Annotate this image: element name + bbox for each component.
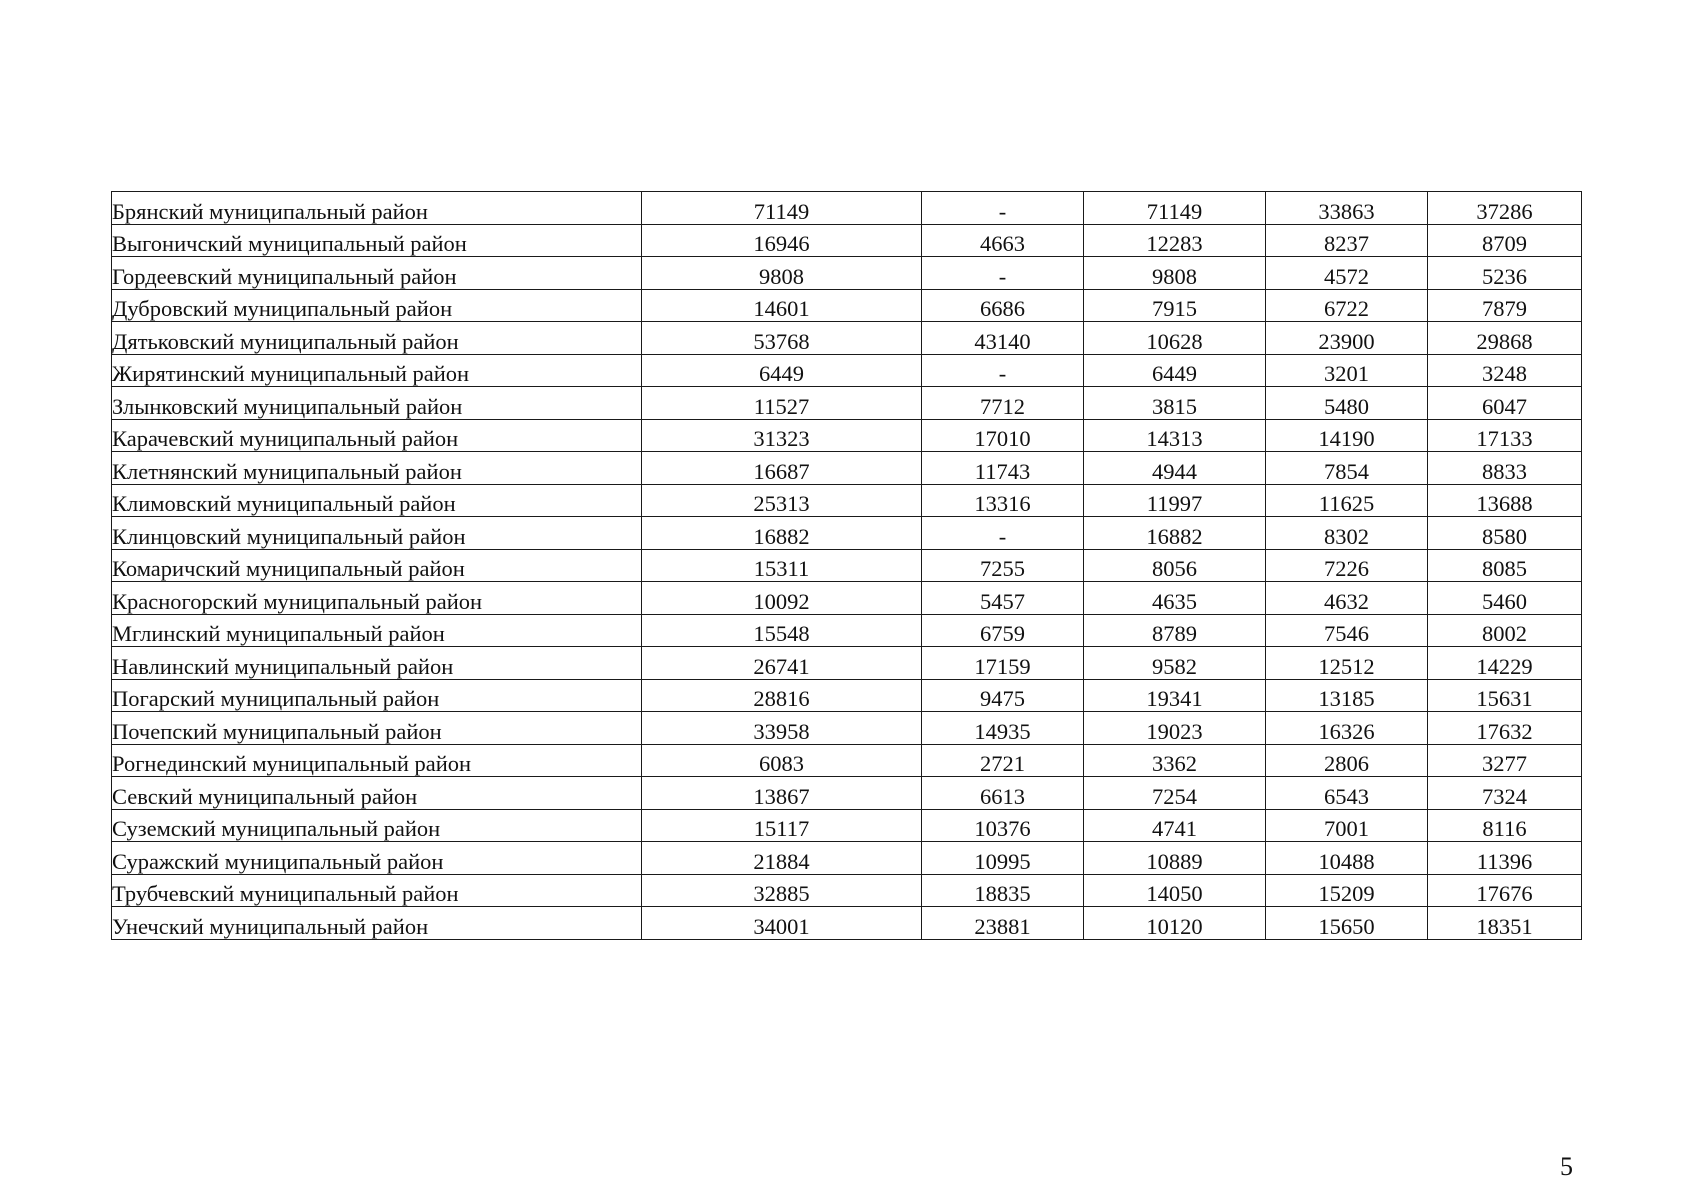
value-cell-col-2: - [922, 257, 1084, 290]
value-cell-col-3: 3815 [1084, 387, 1266, 420]
value-cell-col-1: 16946 [642, 224, 922, 257]
table-row [112, 549, 1582, 582]
table-row [112, 582, 1582, 615]
value-cell-col-3: 10628 [1084, 322, 1266, 355]
table-row [112, 354, 1582, 387]
value-cell-col-5: 11396 [1428, 842, 1582, 875]
value-cell-col-4: 12512 [1266, 647, 1428, 680]
value-cell-col-1: 16882 [642, 517, 922, 550]
value-cell-col-3: 4635 [1084, 582, 1266, 615]
table-body [112, 192, 1582, 940]
value-cell-col-1: 53768 [642, 322, 922, 355]
value-cell-col-5: 8002 [1428, 614, 1582, 647]
value-cell-col-5: 6047 [1428, 387, 1582, 420]
district-name-cell: Красногорский муниципальный район [112, 582, 642, 615]
value-cell-col-3: 71149 [1084, 192, 1266, 225]
value-cell-col-2: 43140 [922, 322, 1084, 355]
district-name-cell: Жирятинский муниципальный район [112, 354, 642, 387]
value-cell-col-2: - [922, 354, 1084, 387]
value-cell-col-1: 21884 [642, 842, 922, 875]
table-row [112, 322, 1582, 355]
value-cell-col-2: - [922, 192, 1084, 225]
value-cell-col-3: 4741 [1084, 809, 1266, 842]
value-cell-col-1: 26741 [642, 647, 922, 680]
value-cell-col-2: 6686 [922, 289, 1084, 322]
value-cell-col-3: 4944 [1084, 452, 1266, 485]
district-population-table [111, 191, 1582, 940]
district-name-cell: Суземский муниципальный район [112, 809, 642, 842]
value-cell-col-2: 10995 [922, 842, 1084, 875]
table-row [112, 419, 1582, 452]
table-row [112, 777, 1582, 810]
value-cell-col-5: 17133 [1428, 419, 1582, 452]
value-cell-col-1: 6083 [642, 744, 922, 777]
value-cell-col-1: 9808 [642, 257, 922, 290]
value-cell-col-4: 2806 [1266, 744, 1428, 777]
value-cell-col-3: 6449 [1084, 354, 1266, 387]
value-cell-col-5: 17632 [1428, 712, 1582, 745]
value-cell-col-4: 23900 [1266, 322, 1428, 355]
value-cell-col-2: 18835 [922, 874, 1084, 907]
value-cell-col-3: 14050 [1084, 874, 1266, 907]
value-cell-col-1: 34001 [642, 907, 922, 940]
district-name-cell: Трубчевский муниципальный район [112, 874, 642, 907]
value-cell-col-1: 16687 [642, 452, 922, 485]
value-cell-col-1: 25313 [642, 484, 922, 517]
value-cell-col-4: 7854 [1266, 452, 1428, 485]
value-cell-col-4: 8302 [1266, 517, 1428, 550]
value-cell-col-5: 7324 [1428, 777, 1582, 810]
value-cell-col-1: 32885 [642, 874, 922, 907]
value-cell-col-3: 7915 [1084, 289, 1266, 322]
value-cell-col-4: 11625 [1266, 484, 1428, 517]
value-cell-col-1: 6449 [642, 354, 922, 387]
value-cell-col-3: 16882 [1084, 517, 1266, 550]
value-cell-col-5: 3248 [1428, 354, 1582, 387]
value-cell-col-5: 5460 [1428, 582, 1582, 615]
table-row [112, 679, 1582, 712]
value-cell-col-3: 3362 [1084, 744, 1266, 777]
value-cell-col-4: 16326 [1266, 712, 1428, 745]
value-cell-col-1: 28816 [642, 679, 922, 712]
table-row [112, 387, 1582, 420]
value-cell-col-3: 8789 [1084, 614, 1266, 647]
value-cell-col-4: 15650 [1266, 907, 1428, 940]
value-cell-col-1: 15117 [642, 809, 922, 842]
value-cell-col-2: 17159 [922, 647, 1084, 680]
district-name-cell: Климовский муниципальный район [112, 484, 642, 517]
table-row [112, 907, 1582, 940]
district-name-cell: Комаричский муниципальный район [112, 549, 642, 582]
value-cell-col-2: 11743 [922, 452, 1084, 485]
value-cell-col-5: 17676 [1428, 874, 1582, 907]
value-cell-col-4: 7001 [1266, 809, 1428, 842]
value-cell-col-2: 4663 [922, 224, 1084, 257]
table-row [112, 842, 1582, 875]
value-cell-col-4: 4632 [1266, 582, 1428, 615]
value-cell-col-1: 31323 [642, 419, 922, 452]
district-name-cell: Дятьковский муниципальный район [112, 322, 642, 355]
value-cell-col-4: 6722 [1266, 289, 1428, 322]
value-cell-col-4: 7546 [1266, 614, 1428, 647]
value-cell-col-4: 8237 [1266, 224, 1428, 257]
value-cell-col-2: 6759 [922, 614, 1084, 647]
value-cell-col-3: 8056 [1084, 549, 1266, 582]
value-cell-col-2: 13316 [922, 484, 1084, 517]
value-cell-col-5: 7879 [1428, 289, 1582, 322]
value-cell-col-3: 7254 [1084, 777, 1266, 810]
value-cell-col-1: 15311 [642, 549, 922, 582]
table-row [112, 647, 1582, 680]
value-cell-col-4: 5480 [1266, 387, 1428, 420]
table-row [112, 224, 1582, 257]
table-row [112, 452, 1582, 485]
value-cell-col-5: 37286 [1428, 192, 1582, 225]
value-cell-col-3: 9582 [1084, 647, 1266, 680]
value-cell-col-1: 14601 [642, 289, 922, 322]
district-name-cell: Почепский муниципальный район [112, 712, 642, 745]
value-cell-col-2: - [922, 517, 1084, 550]
value-cell-col-3: 10120 [1084, 907, 1266, 940]
district-name-cell: Карачевский муниципальный район [112, 419, 642, 452]
district-name-cell: Гордеевский муниципальный район [112, 257, 642, 290]
value-cell-col-1: 71149 [642, 192, 922, 225]
value-cell-col-5: 8709 [1428, 224, 1582, 257]
value-cell-col-5: 8580 [1428, 517, 1582, 550]
district-name-cell: Унечский муниципальный район [112, 907, 642, 940]
district-name-cell: Суражский муниципальный район [112, 842, 642, 875]
value-cell-col-2: 7712 [922, 387, 1084, 420]
table-row [112, 744, 1582, 777]
value-cell-col-3: 10889 [1084, 842, 1266, 875]
value-cell-col-3: 12283 [1084, 224, 1266, 257]
value-cell-col-2: 5457 [922, 582, 1084, 615]
value-cell-col-5: 14229 [1428, 647, 1582, 680]
value-cell-col-3: 19341 [1084, 679, 1266, 712]
value-cell-col-3: 9808 [1084, 257, 1266, 290]
district-name-cell: Севский муниципальный район [112, 777, 642, 810]
value-cell-col-5: 29868 [1428, 322, 1582, 355]
table-row [112, 484, 1582, 517]
value-cell-col-2: 10376 [922, 809, 1084, 842]
value-cell-col-1: 15548 [642, 614, 922, 647]
value-cell-col-1: 13867 [642, 777, 922, 810]
district-name-cell: Клетнянский муниципальный район [112, 452, 642, 485]
value-cell-col-4: 7226 [1266, 549, 1428, 582]
table-row [112, 874, 1582, 907]
district-name-cell: Брянский муниципальный район [112, 192, 642, 225]
district-name-cell: Выгоничский муниципальный район [112, 224, 642, 257]
district-name-cell: Навлинский муниципальный район [112, 647, 642, 680]
table-row [112, 192, 1582, 225]
table-row [112, 809, 1582, 842]
value-cell-col-3: 19023 [1084, 712, 1266, 745]
table-row [112, 712, 1582, 745]
value-cell-col-3: 11997 [1084, 484, 1266, 517]
value-cell-col-5: 18351 [1428, 907, 1582, 940]
value-cell-col-2: 6613 [922, 777, 1084, 810]
value-cell-col-5: 3277 [1428, 744, 1582, 777]
value-cell-col-4: 10488 [1266, 842, 1428, 875]
table-row [112, 517, 1582, 550]
value-cell-col-5: 5236 [1428, 257, 1582, 290]
value-cell-col-2: 2721 [922, 744, 1084, 777]
table-row [112, 289, 1582, 322]
value-cell-col-1: 10092 [642, 582, 922, 615]
value-cell-col-5: 8085 [1428, 549, 1582, 582]
value-cell-col-5: 8833 [1428, 452, 1582, 485]
value-cell-col-3: 14313 [1084, 419, 1266, 452]
value-cell-col-2: 17010 [922, 419, 1084, 452]
value-cell-col-2: 7255 [922, 549, 1084, 582]
district-name-cell: Рогнединский муниципальный район [112, 744, 642, 777]
value-cell-col-4: 33863 [1266, 192, 1428, 225]
district-name-cell: Мглинский муниципальный район [112, 614, 642, 647]
district-name-cell: Злынковский муниципальный район [112, 387, 642, 420]
value-cell-col-2: 9475 [922, 679, 1084, 712]
value-cell-col-4: 3201 [1266, 354, 1428, 387]
table-row [112, 614, 1582, 647]
value-cell-col-4: 14190 [1266, 419, 1428, 452]
value-cell-col-5: 8116 [1428, 809, 1582, 842]
table-row [112, 257, 1582, 290]
value-cell-col-2: 14935 [922, 712, 1084, 745]
value-cell-col-1: 33958 [642, 712, 922, 745]
district-name-cell: Дубровский муниципальный район [112, 289, 642, 322]
district-name-cell: Погарский муниципальный район [112, 679, 642, 712]
value-cell-col-4: 6543 [1266, 777, 1428, 810]
value-cell-col-4: 13185 [1266, 679, 1428, 712]
value-cell-col-4: 4572 [1266, 257, 1428, 290]
value-cell-col-4: 15209 [1266, 874, 1428, 907]
value-cell-col-1: 11527 [642, 387, 922, 420]
value-cell-col-5: 13688 [1428, 484, 1582, 517]
value-cell-col-5: 15631 [1428, 679, 1582, 712]
page-number: 5 [1560, 1152, 1573, 1181]
value-cell-col-2: 23881 [922, 907, 1084, 940]
district-name-cell: Клинцовский муниципальный район [112, 517, 642, 550]
